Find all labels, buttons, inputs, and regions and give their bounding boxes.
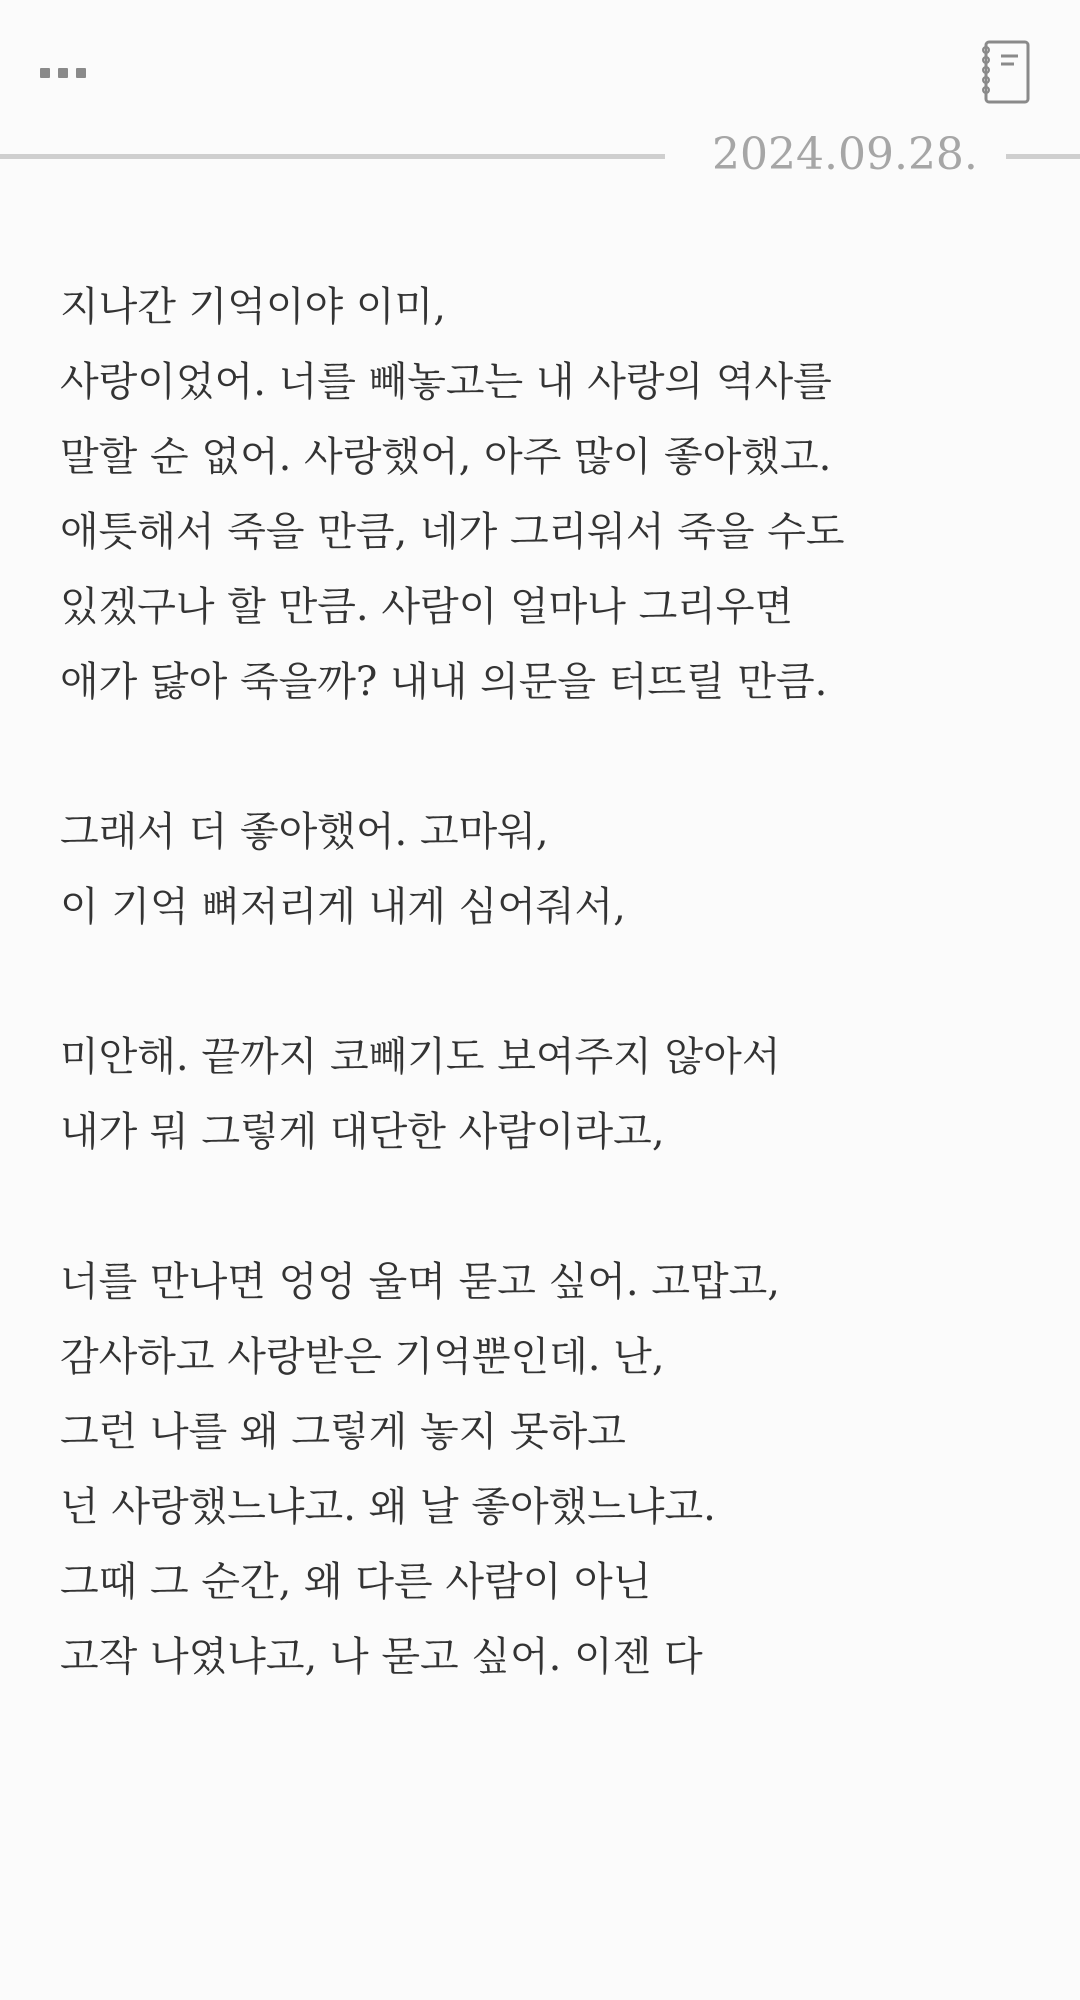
- blank-line: [60, 945, 1040, 1020]
- body-line: 감사하고 사랑받은 기억뿐인데. 난,: [60, 1334, 665, 1380]
- body-line: 애틋해서 죽을 만큼, 네가 그리워서 죽을 수도: [60, 509, 845, 555]
- body-line: 내가 뭐 그렇게 대단한 사람이라고,: [60, 1109, 665, 1155]
- blank-line: [60, 720, 1040, 795]
- body-line: 이 기억 뼈저리게 내게 심어줘서,: [60, 884, 626, 930]
- notebook-button[interactable]: [978, 38, 1032, 106]
- body-line: 그래서 더 좋아했어. 고마워,: [60, 809, 549, 855]
- entry-body[interactable]: [60, 270, 1040, 1695]
- body-line: 그런 나를 왜 그렇게 놓지 못하고: [60, 1409, 626, 1455]
- body-line: 사랑이었어. 너를 빼놓고는 내 사랑의 역사를: [60, 359, 832, 405]
- divider-left: [0, 154, 665, 159]
- body-line: 그때 그 순간, 왜 다른 사람이 아닌: [60, 1559, 652, 1605]
- blank-line: [60, 1170, 1040, 1245]
- body-line: 넌 사랑했느냐고. 왜 날 좋아했느냐고.: [60, 1484, 716, 1530]
- body-line: 말할 순 없어. 사랑했어, 아주 많이 좋아했고.: [60, 434, 832, 480]
- body-line: 애가 닳아 죽을까? 내내 의문을 터뜨릴 만큼.: [60, 659, 828, 705]
- divider-right: [1006, 154, 1080, 159]
- body-line: 미안해. 끝까지 코빼기도 보여주지 않아서: [60, 1034, 781, 1080]
- body-line: 지나간 기억이야 이미,: [60, 284, 446, 330]
- entry-date: 2024.09.28.: [712, 129, 978, 180]
- more-dots-icon-dot-3: [76, 68, 86, 78]
- more-menu-button[interactable]: [40, 58, 100, 88]
- more-dots-icon: [40, 68, 50, 78]
- body-line: 고작 나였냐고, 나 묻고 싶어. 이젠 다: [60, 1634, 703, 1680]
- date-row: [0, 125, 1080, 185]
- body-line: 있겠구나 할 만큼. 사람이 얼마나 그리우면: [60, 584, 794, 630]
- more-dots-icon-dot-2: [58, 68, 68, 78]
- body-line: 너를 만나면 엉엉 울며 묻고 싶어. 고맙고,: [60, 1259, 780, 1305]
- notebook-icon: [978, 38, 1032, 106]
- top-bar: [0, 0, 1080, 140]
